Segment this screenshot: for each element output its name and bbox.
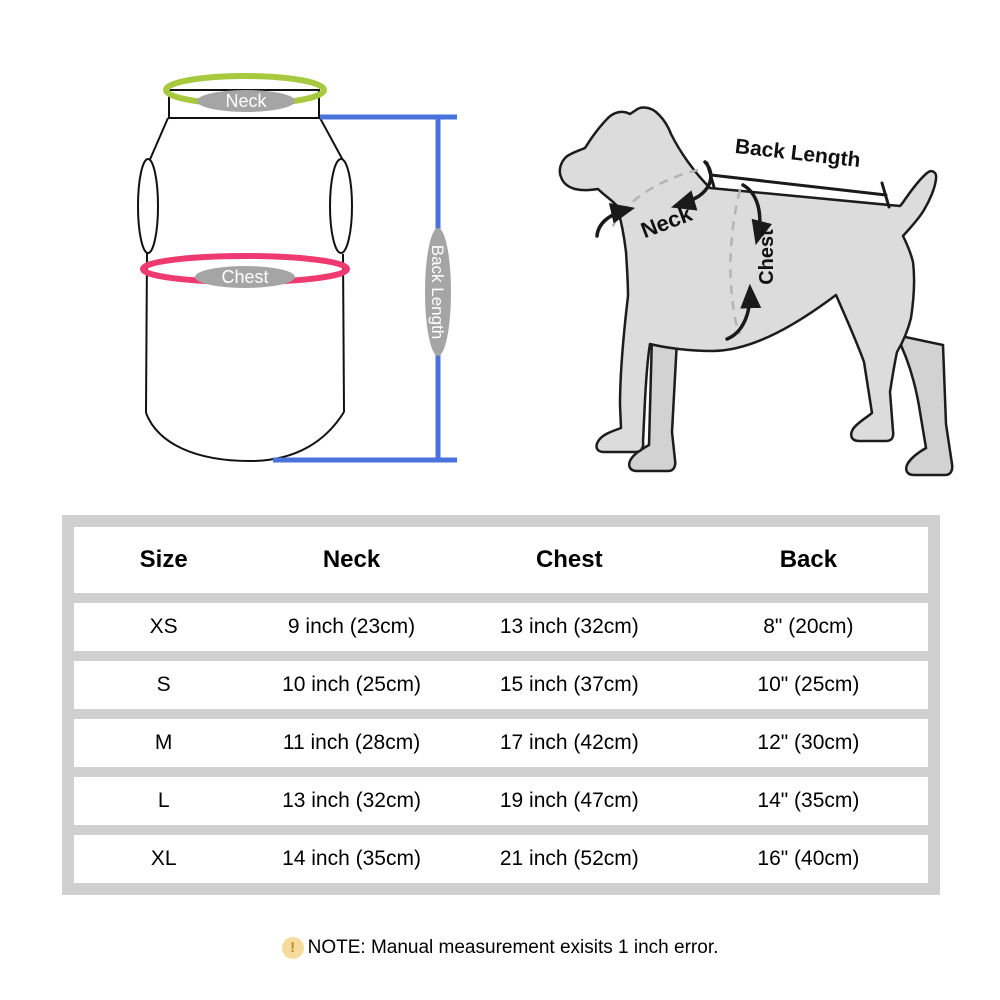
cell-size: XS	[149, 615, 178, 638]
dog-neck-label: Neck	[637, 200, 696, 244]
measurement-note	[0, 937, 1000, 959]
cell-chest: 21 inch (52cm)	[499, 847, 639, 870]
size-table-header-row	[74, 527, 928, 593]
table-row-m	[74, 719, 928, 767]
cell-neck: 14 inch (35cm)	[282, 847, 421, 870]
dog-back-length-label: Back Length	[733, 134, 862, 173]
dog-chest-label: Chest	[756, 229, 778, 285]
cell-neck: 11 inch (28cm)	[282, 731, 421, 754]
garment-side-right	[343, 254, 344, 412]
cell-back: 8" (20cm)	[763, 615, 854, 638]
dog-diagram	[560, 108, 952, 475]
cell-chest: 15 inch (37cm)	[499, 673, 639, 696]
garment-back-length-label: Back Length	[428, 244, 447, 340]
cell-size: XL	[150, 847, 177, 870]
cell-size: M	[154, 731, 173, 754]
cell-neck: 10 inch (25cm)	[282, 673, 421, 696]
cell-size: L	[157, 789, 170, 812]
garment-shoulder-left	[148, 118, 168, 164]
cell-chest: 17 inch (42cm)	[499, 731, 639, 754]
cell-back: 16" (40cm)	[757, 847, 860, 870]
garment-chest-label: Chest	[221, 267, 269, 287]
table-row-xl	[74, 835, 928, 883]
cell-chest: 13 inch (32cm)	[499, 615, 639, 638]
table-row-l	[74, 777, 928, 825]
exclamation-icon: !	[282, 937, 304, 959]
note-text: NOTE: Manual measurement exisits 1 inch error.	[307, 937, 719, 958]
size-table	[62, 515, 940, 895]
dog-far-hind-leg	[896, 335, 952, 475]
cell-neck: 9 inch (23cm)	[287, 615, 416, 638]
cell-chest: 19 inch (47cm)	[499, 789, 639, 812]
column-header-back: Back	[779, 546, 838, 573]
garment-side-left	[146, 252, 147, 413]
column-header-chest: Chest	[535, 546, 603, 573]
garment-armhole-left	[138, 159, 158, 253]
cell-size: S	[156, 673, 171, 696]
garment-armhole-right	[330, 159, 352, 253]
cell-back: 12" (30cm)	[757, 731, 860, 754]
cell-back: 14" (35cm)	[757, 789, 860, 812]
cell-back: 10" (25cm)	[757, 673, 860, 696]
garment-shoulder-right	[320, 118, 345, 164]
table-row-xs	[74, 603, 928, 651]
table-row-s	[74, 661, 928, 709]
cell-neck: 13 inch (32cm)	[282, 789, 421, 812]
column-header-neck: Neck	[322, 546, 381, 573]
column-header-size: Size	[139, 546, 188, 573]
garment-neck-label: Neck	[225, 91, 267, 111]
garment-hem	[146, 412, 344, 461]
